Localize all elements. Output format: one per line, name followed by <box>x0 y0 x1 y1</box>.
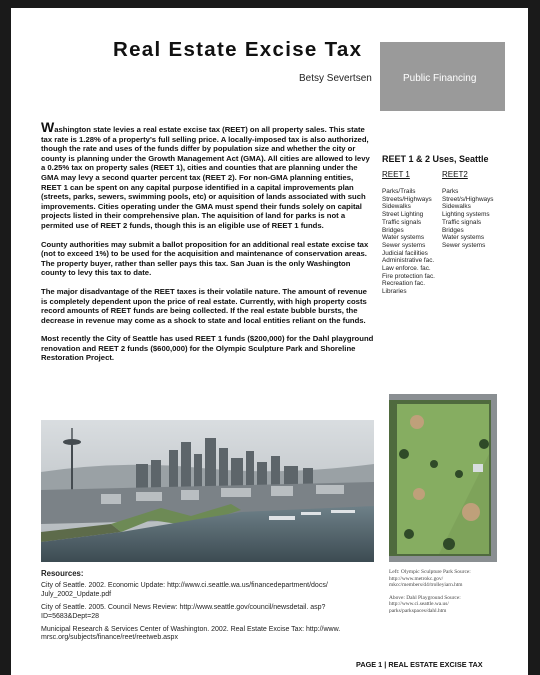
resource-item: Municipal Research & Services Center of Washington. 2002. Real Estate Excise Tax: http://www. mrsc.org/subjects/finance/reet/reetweb.aspx <box>41 626 341 642</box>
reet2-list <box>442 188 494 250</box>
credit-left: Left: Olympic Sculpture Park Source: http://www.metrokc.gov/ mkcc/members/d4/trolleyiarn.htm <box>389 569 471 589</box>
list-item: Lighting systems <box>442 211 490 219</box>
section-box <box>380 42 505 111</box>
list-item: Libraries <box>382 288 407 296</box>
aerial-park-image <box>389 394 497 562</box>
list-item: Sidewalks <box>382 203 411 211</box>
list-item: Street Lighting <box>382 211 424 219</box>
paragraph-3: The major disadvantage of the REET taxes is their volatile nature. The amount of revenue is completely dependent upon the price of real estate. Currently, with high property costs record amounts of REET funds are being collected. If the real estate bubble bursts, the decrease in revenue may come as a shock to state and local entities reliant on the funds. <box>41 286 367 325</box>
reet1-list <box>382 188 435 296</box>
paragraph-1-text: ashington state levies a real estate excise tax (REET) on all property sales. This state tax rate is 1.28% of a property's full selling price. A locally-imposed tax is also authorized, though the rate and uses of the funds differ by population size and whether the city or county is planning under the Growth Management Act (GMA). All cities are allowed to levy a 0.25% tax on property sales (REET 1), cities and counties that are planning under the GMA may levy a second quarter percent tax (REET 2). For non-GMA planning entities, REET 1 can be spent on any capital purpose identified in a capital improvements plan (streets, parks, sewers, swimming pools, etc) or aquisition of lands associated with such improvements. Cities operating under the GMA must spend their funds solely on capital projects listed in their comprehensive plan. The aquisition of land for parks is not a permited use of REET 2 funds, though this is an eligible use of REET 1 funds. <box>41 125 370 230</box>
list-item: Bridges <box>442 226 464 234</box>
list-item: Recreation fac. <box>382 280 425 288</box>
list-item: Parks <box>442 188 459 195</box>
photo-credits <box>389 569 507 621</box>
paragraph-4: Most recently the City of Seattle has used REET 1 funds ($200,000) for the Dahl playground renovation and REET 2 funds ($600,000) for the Olympic Sculpture Park and Shoreline Restoration Project. <box>41 334 374 363</box>
document-page <box>11 8 528 675</box>
list-item: Water systems <box>442 234 485 242</box>
page-title: Real Estate Excise Tax <box>113 38 363 61</box>
list-item: Judicial facilities <box>382 249 428 257</box>
list-item: Administrative fac. <box>382 257 435 265</box>
list-item: Streets/Highways <box>382 195 432 203</box>
list-item: Traffic signals <box>442 218 482 226</box>
section-label: Public Financing <box>403 73 477 84</box>
author-name: Betsy Severtsen <box>299 73 372 84</box>
sculpture-park-photo <box>41 420 374 562</box>
drop-cap: W <box>41 119 55 135</box>
reet1-heading: REET 1 <box>382 170 410 179</box>
city-skyline-image <box>41 420 374 562</box>
list-item: Bridges <box>382 226 404 234</box>
list-item: Parks/Trails <box>382 188 416 195</box>
credit-above: Above: Dahl Playground Source: http://www.ci.seattle.wa.us/ parks/parkspaces/dahl.htm <box>389 594 461 614</box>
list-item: Sidewalks <box>442 203 471 211</box>
paragraph-1 <box>41 119 374 231</box>
reet2-heading: REET2 <box>442 170 468 179</box>
list-item: Law enforce. fac. <box>382 265 431 273</box>
list-item: Sewer systems <box>382 241 426 249</box>
resource-item: City of Seattle. 2002. Economic Update: http://www.ci.seattle.wa.us/financedepartment/docs/ July_2002_Update.pdf <box>41 582 328 598</box>
list-item: Street/s/Highways <box>442 195 494 203</box>
resource-item: City of Seattle. 2005. Council News Review: http://www.seattle.gov/council/newsdetail. asp?ID=5683&Dept=28 <box>41 604 326 620</box>
sidebar-heading: REET 1 & 2 Uses, Seattle <box>382 154 489 164</box>
list-item: Traffic signals <box>382 218 422 226</box>
article-body <box>41 119 374 372</box>
paragraph-2: County authorities may submit a ballot proposition for an additional real estate excise tax (not to exceed 1%) to be used for the acquisition and maintenance of conservation areas. The property buyer, rather than seller pays this tax. San Juan is the only Washington county to levy this tax to date. <box>41 239 369 278</box>
resources-section <box>41 570 381 648</box>
list-item: Water systems <box>382 234 425 242</box>
page-footer: PAGE 1 | REAL ESTATE EXCISE TAX <box>356 660 483 669</box>
list-item: Fire protection fac. <box>382 272 435 280</box>
dahl-playground-photo <box>389 394 497 562</box>
resources-heading: Resources: <box>41 569 84 578</box>
list-item: Sewer systems <box>442 241 486 249</box>
